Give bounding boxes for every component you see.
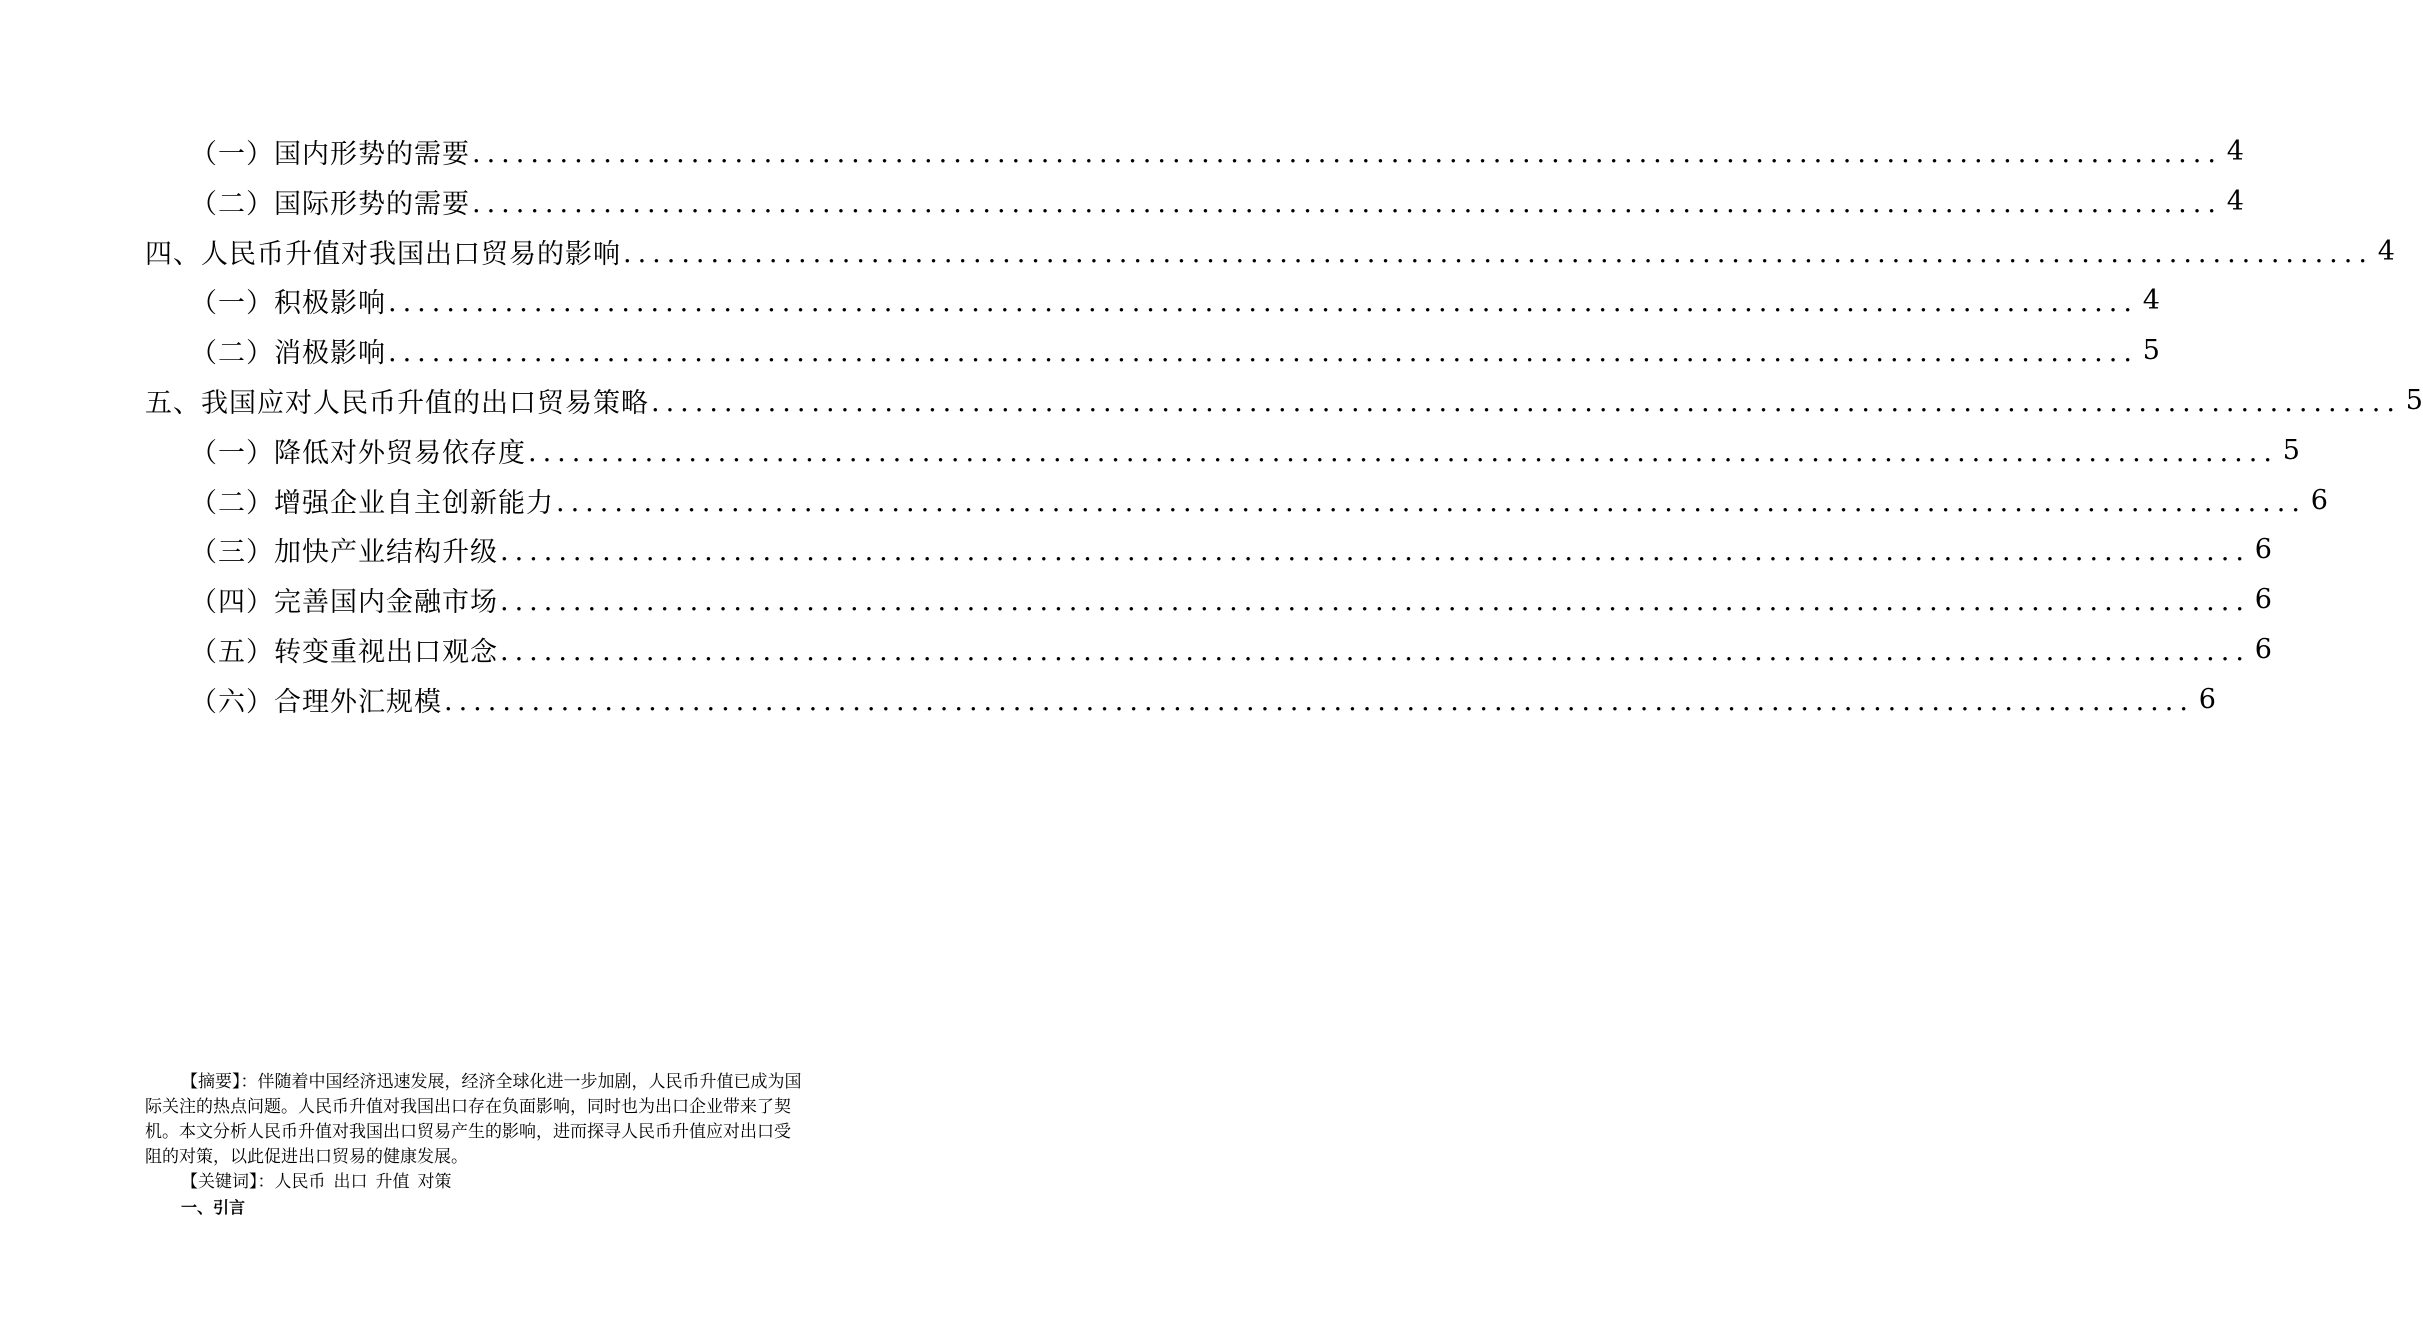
toc-entry-title: （六）合理外汇规模	[190, 686, 442, 718]
toc-entry-title: （二）消极影响	[190, 337, 386, 369]
abstract-block	[145, 1070, 805, 1220]
toc-entry[interactable]	[190, 524, 2272, 574]
toc-entry-title: （二）增强企业自主创新能力	[190, 487, 554, 519]
toc-entry[interactable]	[190, 475, 2328, 525]
toc-entry[interactable]	[190, 325, 2160, 375]
toc-entry-title: （二）国际形势的需要	[190, 188, 470, 220]
toc-entry-title: （一）国内形势的需要	[190, 138, 470, 170]
toc-page-number: 6	[2254, 533, 2272, 565]
toc-entry[interactable]	[190, 126, 2244, 176]
toc-dot-leader: ........................................................................................................................	[472, 187, 2222, 219]
toc-page-number: 5	[2142, 334, 2160, 366]
toc-entry-title: （一）积极影响	[190, 287, 386, 319]
toc-entry[interactable]	[190, 574, 2272, 624]
keywords-line	[145, 1170, 805, 1195]
toc-page-number: 6	[2254, 633, 2272, 665]
toc-dot-leader: ........................................................................................................................	[651, 386, 2401, 418]
toc-entry-title: 四、人民币升值对我国出口贸易的影响	[145, 238, 621, 270]
toc-entry-title: （四）完善国内金融市场	[190, 586, 498, 618]
abstract-label: 【摘要】：	[181, 1072, 258, 1092]
abstract-paragraph	[145, 1070, 805, 1170]
section-heading: 一、引言	[181, 1198, 246, 1217]
keywords-label: 【关键词】：	[181, 1172, 275, 1192]
toc-page-number: 4	[2377, 235, 2395, 267]
toc-dot-leader: ........................................................................................................................	[472, 137, 2222, 169]
toc-entry[interactable]	[190, 176, 2244, 226]
toc-dot-leader: ........................................................................................................................	[623, 237, 2373, 269]
toc-page-number: 6	[2198, 683, 2216, 715]
toc-entry[interactable]	[145, 226, 2395, 276]
keyword-item: 出口	[333, 1172, 368, 1192]
toc-entry[interactable]	[190, 425, 2300, 475]
toc-entry-title: （一）降低对外贸易依存度	[190, 437, 526, 469]
toc-entry-title: （五）转变重视出口观念	[190, 636, 498, 668]
toc-entry[interactable]	[190, 674, 2216, 724]
toc-page-number: 6	[2310, 484, 2328, 516]
keyword-item: 人民币	[274, 1172, 326, 1192]
toc-page-number: 5	[2282, 434, 2300, 466]
toc-entry[interactable]	[190, 624, 2272, 674]
toc-dot-leader: ........................................................................................................................	[500, 585, 2250, 617]
toc-entry-title: 五、我国应对人民币升值的出口贸易策略	[145, 387, 649, 419]
toc-dot-leader: ........................................................................................................................	[388, 336, 2138, 368]
abstract-body: 伴随着中国经济迅速发展，经济全球化进一步加剧，人民币升值已成为国际关注的热点问题。人民币升值对我国出口存在负面影响，同时也为出口企业带来了契机。本文分析人民币升值对我国出口贸易产生的影响，进而探寻人民币升值应对出口受阻的对策，以此促进出口贸易的健康发展。	[145, 1072, 802, 1167]
toc-entry[interactable]	[190, 275, 2160, 325]
toc-dot-leader: ........................................................................................................................	[388, 286, 2138, 318]
toc-dot-leader: ........................................................................................................................	[500, 535, 2250, 567]
keyword-item: 对策	[417, 1172, 452, 1192]
toc-dot-leader: ........................................................................................................................	[556, 486, 2306, 518]
toc-dot-leader: ........................................................................................................................	[444, 685, 2194, 717]
toc-page-number: 4	[2226, 185, 2244, 217]
toc-page-number: 6	[2254, 583, 2272, 615]
toc-page-number: 4	[2142, 284, 2160, 316]
toc-dot-leader: ........................................................................................................................	[528, 436, 2278, 468]
toc-entry[interactable]	[145, 375, 2423, 425]
keyword-item: 升值	[375, 1172, 410, 1192]
toc-dot-leader: ........................................................................................................................	[500, 635, 2250, 667]
toc-page-number: 5	[2405, 384, 2423, 416]
toc-page-number: 4	[2226, 135, 2244, 167]
toc-entry-title: （三）加快产业结构升级	[190, 536, 498, 568]
